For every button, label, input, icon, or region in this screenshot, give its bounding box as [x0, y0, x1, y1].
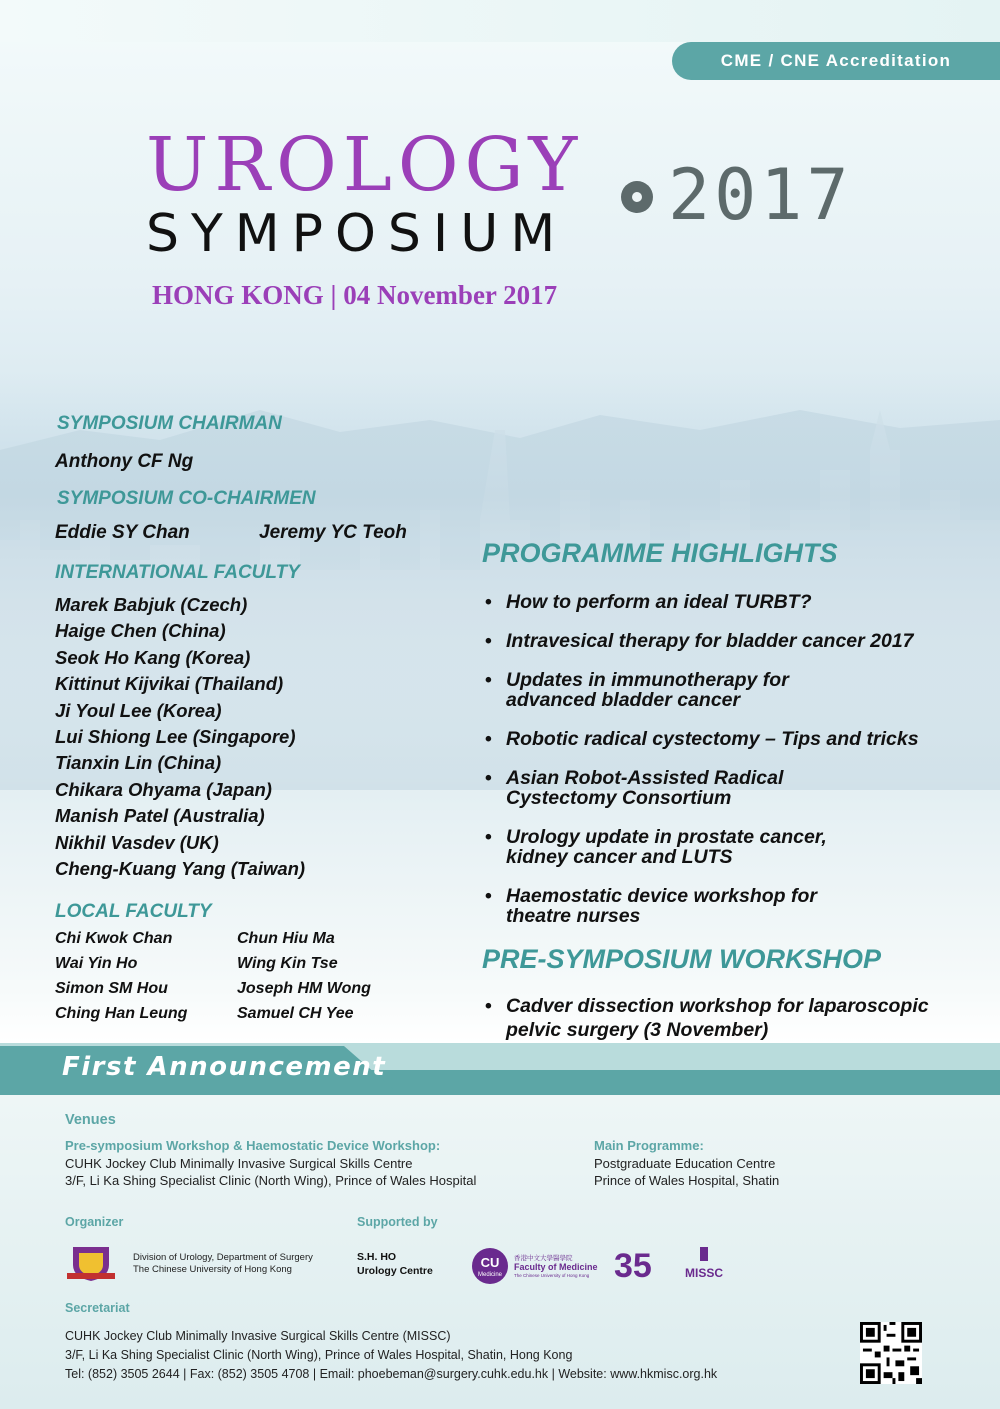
- local-faculty-member: Simon SM Hou: [55, 980, 168, 997]
- faculty-member: Ji Youl Lee (Korea): [55, 699, 222, 721]
- chairman-name: Anthony CF Ng: [55, 451, 194, 472]
- cochairman-name: Jeremy YC Teoh: [259, 522, 407, 543]
- cochairmen-heading: SYMPOSIUM CO-CHAIRMEN: [57, 488, 316, 509]
- main-venue-line: Prince of Wales Hospital, Shatin: [594, 1173, 780, 1188]
- announcement-title: First Announcement: [62, 1052, 387, 1082]
- local-faculty-member: Wai Yin Ho: [55, 955, 138, 972]
- local-faculty-member: Ching Han Leung: [55, 1005, 188, 1022]
- faculty-member: Cheng-Kuang Yang (Taiwan): [55, 858, 306, 880]
- faculty-member: Lui Shiong Lee (Singapore): [55, 726, 296, 748]
- faculty-member: Kittinut Kijvikai (Thailand): [55, 673, 284, 695]
- anniversary-35-text: 35: [614, 1247, 652, 1285]
- organizer-line: The Chinese University of Hong Kong: [133, 1264, 292, 1275]
- anniversary-35-logo: [612, 1243, 662, 1285]
- supporter-name: Urology Centre: [357, 1265, 433, 1277]
- year-dot-icon: [621, 181, 653, 213]
- organizer-line: Division of Urology, Department of Surgery: [133, 1252, 313, 1263]
- cuhk-crest-icon: [65, 1243, 117, 1283]
- supporter-name: S.H. HO: [357, 1251, 397, 1263]
- stethoscope-icon: [290, 135, 550, 275]
- cu-logo-text: CU: [480, 1255, 500, 1270]
- supported-heading: Supported by: [357, 1215, 438, 1229]
- faculty-member: Tianxin Lin (China): [55, 752, 222, 774]
- local-faculty-member: Joseph HM Wong: [237, 980, 371, 997]
- programme-item: • Updates in immunotherapy for advanced bladder cancer: [482, 670, 842, 710]
- top-strip: [0, 0, 1000, 42]
- faculty-member: Manish Patel (Australia): [55, 805, 265, 827]
- programme-list: [482, 592, 987, 926]
- faculty-member: Chikara Ohyama (Japan): [55, 778, 272, 800]
- secretariat-line: CUHK Jockey Club Minimally Invasive Surgical Skills Centre (MISSC): [65, 1329, 451, 1343]
- faculty-cn: 香港中文大學醫學院: [514, 1254, 573, 1262]
- international-faculty-list: [55, 592, 305, 882]
- programme-item: • Intravesical therapy for bladder cancer 2017: [482, 631, 987, 651]
- missc-logo-text: MISSC: [685, 1266, 724, 1280]
- pre-workshop-heading: PRE-SYMPOSIUM WORKSHOP: [482, 944, 882, 974]
- programme-item: • Robotic radical cystectomy – Tips and tricks: [482, 729, 987, 749]
- faculty-member: Haige Chen (China): [55, 620, 226, 642]
- programme-heading: PROGRAMME HIGHLIGHTS: [482, 538, 838, 568]
- secretariat-contact: Tel: (852) 3505 2644 | Fax: (852) 3505 4708 | Email: phoebeman@surgery.cuhk.edu.hk | Website: www.hkmisc.org.hk: [65, 1367, 718, 1381]
- secretariat-heading: Secretariat: [65, 1301, 130, 1315]
- faculty-member: Seok Ho Kang (Korea): [55, 646, 251, 668]
- programme-item: • How to perform an ideal TURBT?: [482, 592, 987, 612]
- cu-medicine-logo: [471, 1245, 601, 1287]
- main-venue-line: Postgraduate Education Centre: [594, 1156, 776, 1171]
- title-symposium: SYMPOSIUM: [146, 204, 568, 264]
- qr-code-icon[interactable]: [860, 1322, 922, 1384]
- programme-item: • Urology update in prostate cancer, kidney cancer and LUTS: [482, 827, 882, 867]
- pre-workshop-list: [482, 994, 987, 1042]
- faculty-sub: The Chinese University of Hong Kong: [514, 1273, 590, 1278]
- local-faculty-member: Chun Hiu Ma: [237, 930, 335, 947]
- location-date: HONG KONG | 04 November 2017: [152, 280, 558, 310]
- cochairman-name: Eddie SY Chan: [55, 522, 190, 543]
- organizer-heading: Organizer: [65, 1215, 124, 1229]
- local-faculty-member: Samuel CH Yee: [237, 1005, 354, 1022]
- faculty-name: Faculty of Medicine: [514, 1262, 598, 1272]
- title-urology: UROLOGY: [146, 122, 584, 208]
- symposium-year: 2017: [668, 154, 853, 236]
- faculty-member: Nikhil Vasdev (UK): [55, 831, 219, 853]
- faculty-member: Marek Babjuk (Czech): [55, 594, 248, 615]
- workshop-venue-label: Pre-symposium Workshop & Haemostatic Device Workshop:: [65, 1138, 441, 1153]
- workshop-venue-line: 3/F, Li Ka Shing Specialist Clinic (North Wing), Prince of Wales Hospital: [65, 1173, 477, 1188]
- local-faculty-member: Chi Kwok Chan: [55, 930, 173, 947]
- workshop-venue-line: CUHK Jockey Club Minimally Invasive Surgical Skills Centre: [65, 1156, 413, 1171]
- accreditation-badge: CME / CNE Accreditation: [672, 42, 1000, 80]
- cu-logo-sub: Medicine: [477, 1272, 503, 1278]
- international-faculty-heading: INTERNATIONAL FACULTY: [55, 562, 300, 583]
- chairman-heading: SYMPOSIUM CHAIRMAN: [57, 413, 282, 434]
- programme-item: • Haemostatic device workshop for theatre nurses: [482, 886, 842, 926]
- secretariat-line: 3/F, Li Ka Shing Specialist Clinic (North Wing), Prince of Wales Hospital, Shatin, Hong Kong: [65, 1348, 573, 1362]
- programme-item: • Asian Robot-Assisted Radical Cystectomy Consortium: [482, 768, 842, 808]
- local-faculty-heading: LOCAL FACULTY: [55, 901, 212, 922]
- local-faculty-list: [55, 929, 419, 1024]
- local-faculty-member: Wing Kin Tse: [237, 955, 338, 972]
- main-venue-label: Main Programme:: [594, 1138, 704, 1153]
- venues-heading: Venues: [65, 1112, 116, 1128]
- missc-logo: [682, 1243, 730, 1287]
- pre-workshop-item: • Cadver dissection workshop for laparoscopic pelvic surgery (3 November): [482, 994, 952, 1042]
